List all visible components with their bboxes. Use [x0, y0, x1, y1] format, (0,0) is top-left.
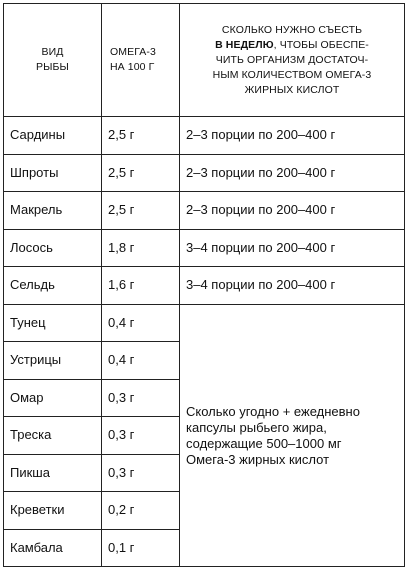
- fish-name: Креветки: [4, 492, 102, 530]
- weekly-amount: 3–4 порции по 200–400 г: [180, 230, 404, 268]
- fish-name: Камбала: [4, 530, 102, 568]
- merged-weekly-note: Сколько угодно + ежедневно капсулы рыбьего жира, содержащие 500–1000 мг Омега-3 жирных кислот: [186, 403, 360, 467]
- omega-value: 0,3 г: [102, 380, 180, 418]
- header-omega-per-100g: ОМЕГА-3 НА 100 Г: [102, 4, 180, 117]
- omega-value: 1,6 г: [102, 267, 180, 305]
- omega-value: 2,5 г: [102, 192, 180, 230]
- weekly-amount: 2–3 порции по 200–400 г: [180, 117, 404, 155]
- omega-value: 0,3 г: [102, 417, 180, 455]
- omega-value: 1,8 г: [102, 230, 180, 268]
- weekly-amount: 3–4 порции по 200–400 г: [180, 267, 404, 305]
- header-bold-week: В НЕДЕЛЮ: [215, 38, 274, 51]
- header-weekly-amount: СКОЛЬКО НУЖНО СЪЕСТЬ В НЕДЕЛЮ, ЧТОБЫ ОБЕСПЕ- ЧИТЬ ОРГАНИЗМ ДОСТАТОЧ- НЫМ КОЛИЧЕСТВОМ ОМЕГА-3 ЖИРНЫХ КИСЛОТ: [180, 4, 404, 117]
- fish-name: Сельдь: [4, 267, 102, 305]
- omega-value: 2,5 г: [102, 117, 180, 155]
- fish-name: Пикша: [4, 455, 102, 493]
- omega3-fish-table: [3, 3, 405, 567]
- fish-name: Макрель: [4, 192, 102, 230]
- fish-name: Омар: [4, 380, 102, 418]
- omega-value: 0,2 г: [102, 492, 180, 530]
- omega-value: 2,5 г: [102, 155, 180, 193]
- fish-name: Тунец: [4, 305, 102, 343]
- header-fish-type: ВИД РЫБЫ: [4, 4, 102, 117]
- omega-value: 0,4 г: [102, 342, 180, 380]
- fish-name: Лосось: [4, 230, 102, 268]
- omega-value: 0,1 г: [102, 530, 180, 568]
- fish-name: Устрицы: [4, 342, 102, 380]
- omega-value: 0,3 г: [102, 455, 180, 493]
- weekly-amount: 2–3 порции по 200–400 г: [180, 192, 404, 230]
- fish-name: Шпроты: [4, 155, 102, 193]
- omega-value: 0,4 г: [102, 305, 180, 343]
- fish-name: Треска: [4, 417, 102, 455]
- fish-name: Сардины: [4, 117, 102, 155]
- weekly-amount: 2–3 порции по 200–400 г: [180, 155, 404, 193]
